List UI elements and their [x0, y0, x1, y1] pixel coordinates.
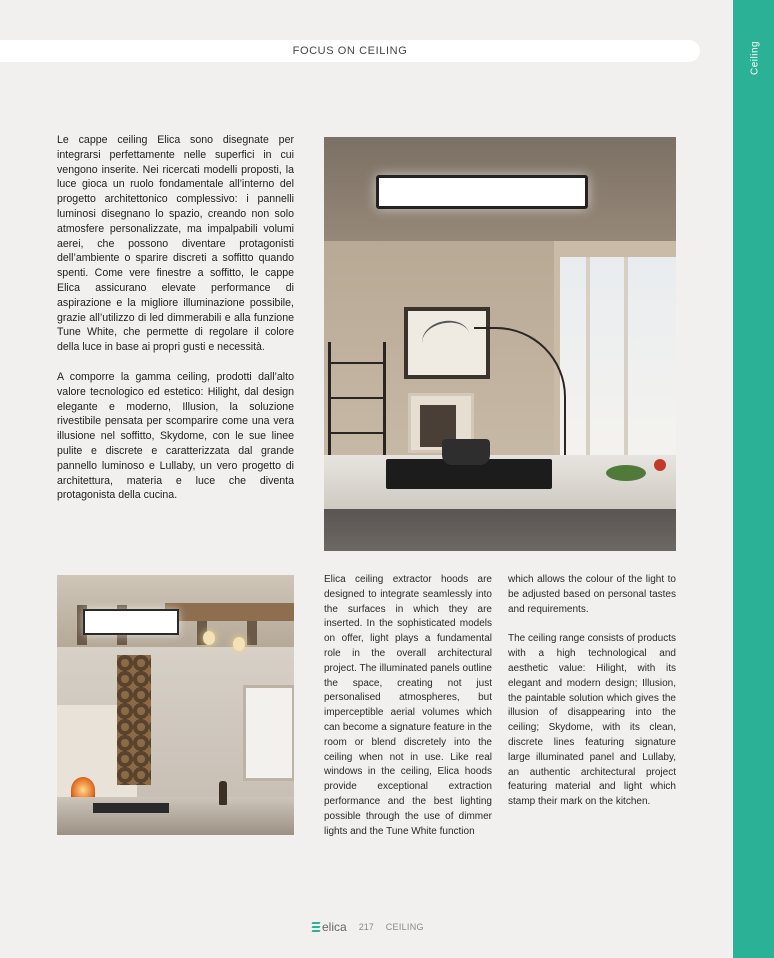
english-text-column-2 [508, 573, 676, 825]
italian-paragraph-1: Le cappe ceiling Elica sono disegnate per integrarsi perfettamente nelle superfici in cui vengono inserite. Nei ricercati modelli proposti, la luce gioca un ruolo fondamentale all’interno del progetto architettonico complessivo: i pannelli luminosi disegnano lo spazio, creando non solo atmosfere personalizzate, ma impalpabili volumi aerei, che possono diventare protagonisti dell’ambiente o sparire discreti a soffitto quando spenti. Come vere finestre a soffitto, le cappe Elica assicurano elevate performance di aspirazione e la migliore illuminazione possibile, grazie all’utilizzo di led dimmerabili e alla funzione Tune White, che permette di regolare il colore della luce in base ai propri gusti e necessità. [57, 134, 294, 354]
side-tab-label: Ceiling [749, 40, 761, 76]
english-text-column-1 [324, 573, 492, 854]
page-footer [312, 919, 424, 935]
kitchen-island-base [324, 509, 676, 551]
wooden-ceiling-panel [165, 603, 294, 621]
section-side-tab [733, 0, 774, 958]
brand-logo [312, 920, 347, 934]
pendant-bulb [233, 637, 245, 651]
english-paragraph-2: which allows the colour of the light to be adjusted based on personal tastes and requirements. [508, 574, 676, 615]
kitchen-hood-photo [324, 137, 676, 551]
tomato [654, 459, 666, 471]
brand-name: elica [322, 920, 347, 934]
stacked-logs [117, 655, 151, 785]
italian-text-column [57, 133, 294, 518]
english-paragraph-1: Elica ceiling extractor hoods are designed to integrate seamlessly into the surfaces in which they are inserted. In the sophisticated models on offer, light plays a fundamental role in the overall architectural project. The illuminated panels outline the space, creating not just personalised atmospheres, but imperceptible aerial volumes which can become a signature feature in the room or blend discretely into the ceiling when not in use. Like real windows in the ceiling, Elica hoods provide exceptional extraction performance and the best lighting possible through the use of dimmer lights and the Tune White function [324, 574, 492, 837]
pendant-bulb [203, 631, 215, 645]
wine-bottle [219, 781, 227, 805]
italian-paragraph-2: A comporre la gamma ceiling, prodotti dall’alto valore tecnologico ed estetico: Hilight, dal design elegante e moderno, Illusion, la soluzione rivestibile pensata per scomparire come una vera illusione nel soffitto, Skydome, con le sue linee pulite e discrete e caratterizzata dal grande pannello luminoso e Lullaby, un vero progetto di architettura, materia e luce che diventa protagonista della cucina. [57, 370, 294, 502]
header-bar [0, 40, 700, 62]
english-paragraph-3: The ceiling range consists of products with a high technological and aesthetic value: Hilight, with its elegant and modern design; Illusion, the paintable solution which gives the illusion of disappearing into the ceiling; Skydome, with its clean, discrete lines featuring signature large illuminated panel and Lullaby, an authentic architectural project featuring material and light which stamp their mark on the kitchen. [508, 633, 676, 808]
rustic-kitchen-photo [57, 575, 294, 835]
cooking-pot [442, 439, 490, 465]
ceiling-hood-panel [83, 609, 179, 635]
photo-window [243, 685, 294, 781]
footer-section-name: CEILING [385, 922, 424, 932]
gas-cooktop [93, 803, 169, 813]
elica-logo-icon [312, 922, 320, 932]
ceiling-hood-panel [376, 175, 588, 209]
page-title: FOCUS ON CEILING [292, 45, 408, 57]
page-number: 217 [358, 922, 374, 932]
vegetables [606, 465, 646, 481]
